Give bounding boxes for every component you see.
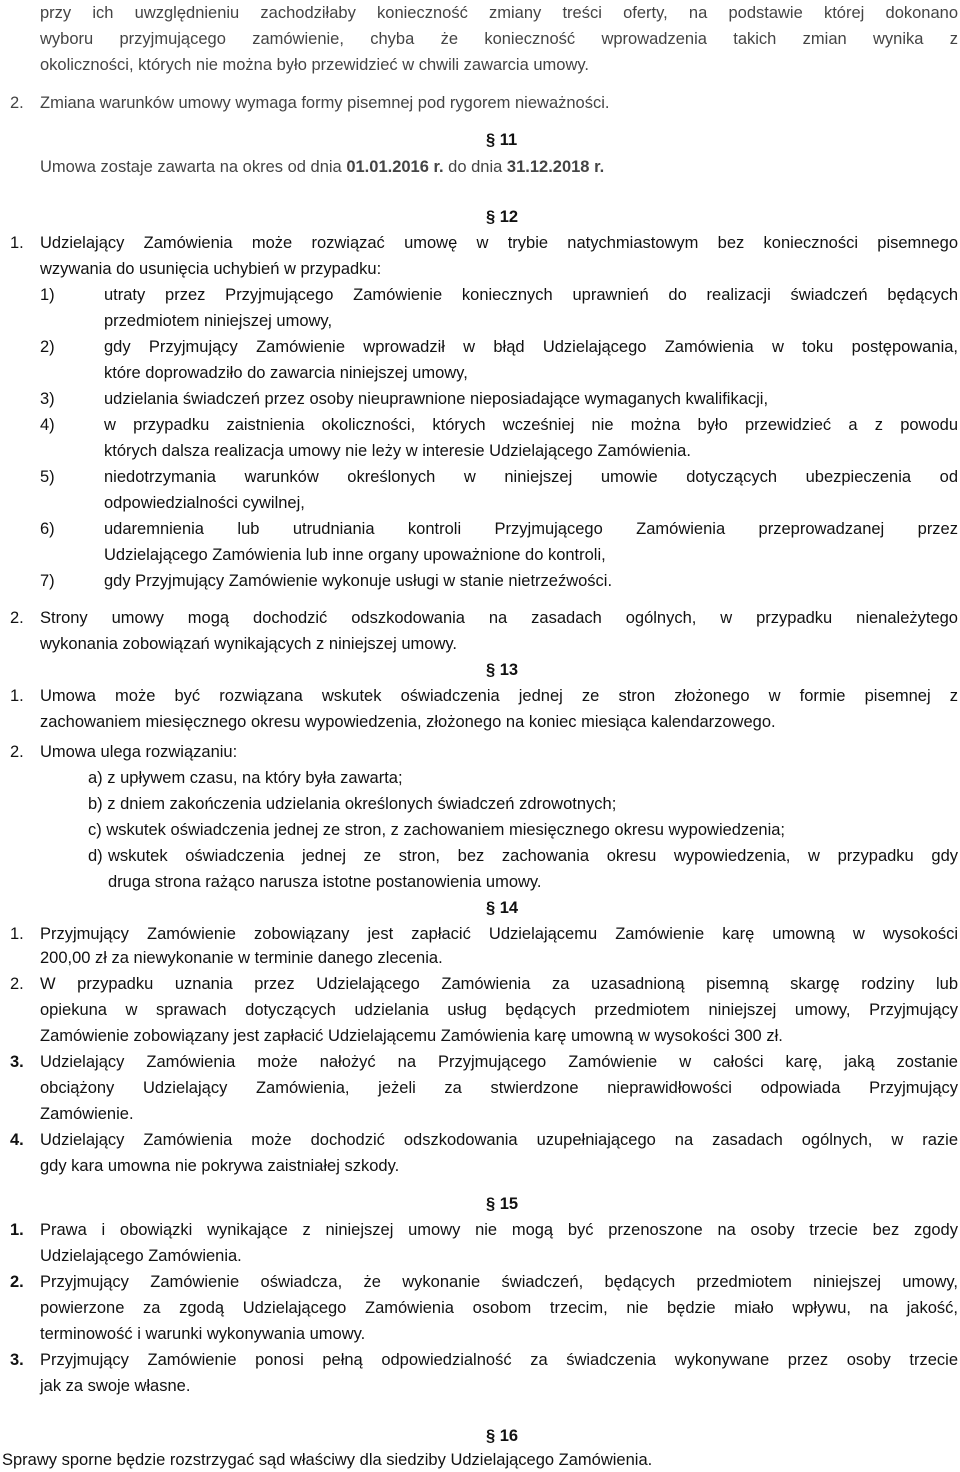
item-number: 2. (10, 975, 24, 993)
para-continuation-line1: przy ich uwzględnieniu zachodziłaby konieczność zmiany treści oferty, na podstawie której dokonano (40, 4, 958, 22)
subitem-number: 5) (40, 468, 55, 486)
s14-i3-line1: Udzielający Zamówienia może nałożyć na Przyjmującego Zamówienie w całości karę, jaką zostanie (40, 1053, 958, 1071)
period-mid: do dnia (443, 158, 507, 176)
s12-i2-line1: Strony umowy mogą dochodzić odszkodowania na zasadach ogólnych, w przypadku nienależytego (40, 609, 958, 627)
s13-i1-line2: zachowaniem miesięcznego okresu wypowiedzenia, złożonego na koniec miesiąca kalendarzowego. (40, 713, 776, 731)
s14-i3-line3: Zamówienie. (40, 1105, 134, 1123)
item-number: 1. (10, 234, 24, 252)
s12-sub3-line1: udzielania świadczeń przez osoby nieuprawnione nieposiadające wymaganych kwalifikacji, (104, 390, 769, 408)
s15-i3-line2: jak za swoje własne. (40, 1377, 191, 1395)
s12-i1-line2: wzywania do usunięcia uchybień w przypadku: (40, 260, 382, 278)
s14-i2-line2: opiekuna w sprawach dotyczących udzielania usług będących przedmiotem niniejszej umowy, Przyjmujący (40, 1001, 958, 1019)
s12-sub2-line1: gdy Przyjmujący Zamówienie wprowadził w błąd Udzielającego Zamówienia w toku postępowania, (104, 338, 958, 356)
item-number: 2. (10, 1273, 24, 1291)
para-continuation-line3: okoliczności, których nie można było przewidzieć w chwili zawarcia umowy. (40, 56, 589, 74)
subitem-number: 3) (40, 390, 55, 408)
s14-i2-line1: W przypadku uznania przez Udzielającego Zamówienia za uzasadnioną pisemną skargę rodziny lub (40, 975, 958, 993)
period-prefix: Umowa zostaje zawarta na okres od dnia (40, 158, 347, 176)
s16-line1: Sprawy sporne będzie rozstrzygać sąd właściwy dla siedziby Udzielającego Zamówienia. (2, 1451, 653, 1469)
subitem-number: 4) (40, 416, 55, 434)
s12-sub6-line2: Udzielającego Zamówienia lub inne organy upoważnione do kontroli, (104, 546, 606, 564)
period-from-date: 01.01.2016 r. (346, 158, 444, 176)
s12-i2-line2: wykonania zobowiązań wynikających z niniejszej umowy. (40, 635, 457, 653)
s15-i1-line2: Udzielającego Zamówienia. (40, 1247, 242, 1265)
section-title-13: § 13 (486, 661, 519, 679)
s14-i1-line2: 200,00 zł za niewykonanie w terminie danego zlecenia. (40, 949, 443, 967)
s15-i2-line2: powierzone za zgodą Udzielającego Zamówienia osobom trzecim, nie będzie miało wpływu, na jakość, (40, 1299, 958, 1317)
s13-i1-line1: Umowa może być rozwiązana wskutek oświadczenia jednej ze stron złożonego w formie pisemnej z (40, 687, 958, 705)
subitem-number: 7) (40, 572, 55, 590)
section-title-15: § 15 (486, 1195, 519, 1213)
s13-i2-b: b) z dniem zakończenia udzielania określonych świadczeń zdrowotnych; (88, 795, 617, 813)
s14-i3-line2: obciążony Udzielający Zamówienia, jeżeli za stwierdzone nieprawidłowości odpowiada Przyjmujący (40, 1079, 958, 1097)
subitem-letter: d) (88, 847, 103, 865)
subitem-number: 1) (40, 286, 55, 304)
s13-i2-d-line2: druga strona rażąco narusza istotne postanowienia umowy. (108, 873, 542, 891)
section-title-16: § 16 (486, 1427, 519, 1445)
s15-i3-line1: Przyjmujący Zamówienie ponosi pełną odpowiedzialność za świadczenia wykonywane przez osoby trzecie (40, 1351, 958, 1369)
s13-i2-a: a) z upływem czasu, na który była zawarta; (88, 769, 403, 787)
item-number: 1. (10, 1221, 24, 1239)
s15-i2-line3: terminowość i warunki wykonywania umowy. (40, 1325, 366, 1343)
s13-i2-line1: Umowa ulega rozwiązaniu: (40, 743, 238, 761)
item-number: 1. (10, 925, 24, 943)
s14-i2-line3: Zamówienie zobowiązany jest zapłacić Udzielającemu Zamówienia karę umowną w wysokości 300 zł. (40, 1027, 783, 1045)
para-continuation-line2: wyboru przyjmującego zamówienie, chyba że konieczność wprowadzenia takich zmian wynika z (40, 30, 958, 48)
s12-sub4-line1: w przypadku zaistnienia okoliczności, których wcześniej nie można było przewidzieć a z powodu (104, 416, 958, 434)
subitem-number: 6) (40, 520, 55, 538)
section-title-14: § 14 (486, 899, 519, 917)
s12-sub7-line1: gdy Przyjmujący Zamówienie wykonuje usługi w stanie nietrzeźwości. (104, 572, 613, 590)
para-form-requirement: Zmiana warunków umowy wymaga formy pisemnej pod rygorem nieważności. (40, 94, 610, 112)
subitem-number: 2) (40, 338, 55, 356)
item-number: 2. (10, 609, 24, 627)
item-number: 4. (10, 1131, 24, 1149)
s12-sub1-line1: utraty przez Przyjmującego Zamówienie koniecznych uprawnień do realizacji świadczeń będących (104, 286, 958, 304)
item-number: 3. (10, 1351, 24, 1369)
contract-period (40, 155, 604, 179)
s12-sub2-line2: które doprowadziło do zawarcia niniejszej umowy, (104, 364, 468, 382)
item-number: 2. (10, 94, 24, 112)
s12-sub5-line2: odpowiedzialności cywilnej, (104, 494, 305, 512)
s12-sub5-line1: niedotrzymania warunków określonych w niniejszej umowie dotyczących ubezpieczenia od (104, 468, 958, 486)
section-title-11: § 11 (486, 131, 518, 149)
s12-sub1-line2: przedmiotem niniejszej umowy, (104, 312, 333, 330)
item-number: 1. (10, 687, 24, 705)
s14-i4-line2: gdy kara umowna nie pokrywa zaistniałej szkody. (40, 1157, 400, 1175)
item-number: 2. (10, 743, 24, 761)
s14-i4-line1: Udzielający Zamówienia może dochodzić odszkodowania uzupełniającego na zasadach ogólnych, w razie (40, 1131, 958, 1149)
s14-i1-line1: Przyjmujący Zamówienie zobowiązany jest zapłacić Udzielającemu Zamówienie karę umowną w wysokości (40, 925, 958, 943)
s13-i2-d-line1: wskutek oświadczenia jednej ze stron, bez zachowania okresu wypowiedzenia, w przypadku gdy (108, 847, 958, 865)
item-number: 3. (10, 1053, 24, 1071)
s12-i1-line1: Udzielający Zamówienia może rozwiązać umowę w trybie natychmiastowym bez konieczności pisemnego (40, 234, 958, 252)
s12-sub6-line1: udaremnienia lub utrudniania kontroli Przyjmującego Zamówienia przeprowadzanej przez (104, 520, 958, 538)
section-title-12: § 12 (486, 208, 519, 226)
s15-i1-line1: Prawa i obowiązki wynikające z niniejszej umowy nie mogą być przenoszone na osoby trzecie bez zgody (40, 1221, 958, 1239)
period-to-date: 31.12.2018 r. (506, 158, 605, 176)
s12-sub4-line2: których dalsza realizacja umowy nie leży w interesie Udzielającego Zamówienia. (104, 442, 691, 460)
s15-i2-line1: Przyjmujący Zamówienie oświadcza, że wykonanie świadczeń, będących przedmiotem niniejszej umowy, (40, 1273, 958, 1291)
s13-i2-c: c) wskutek oświadczenia jednej ze stron, z zachowaniem miesięcznego okresu wypowiedzenia; (88, 821, 786, 839)
